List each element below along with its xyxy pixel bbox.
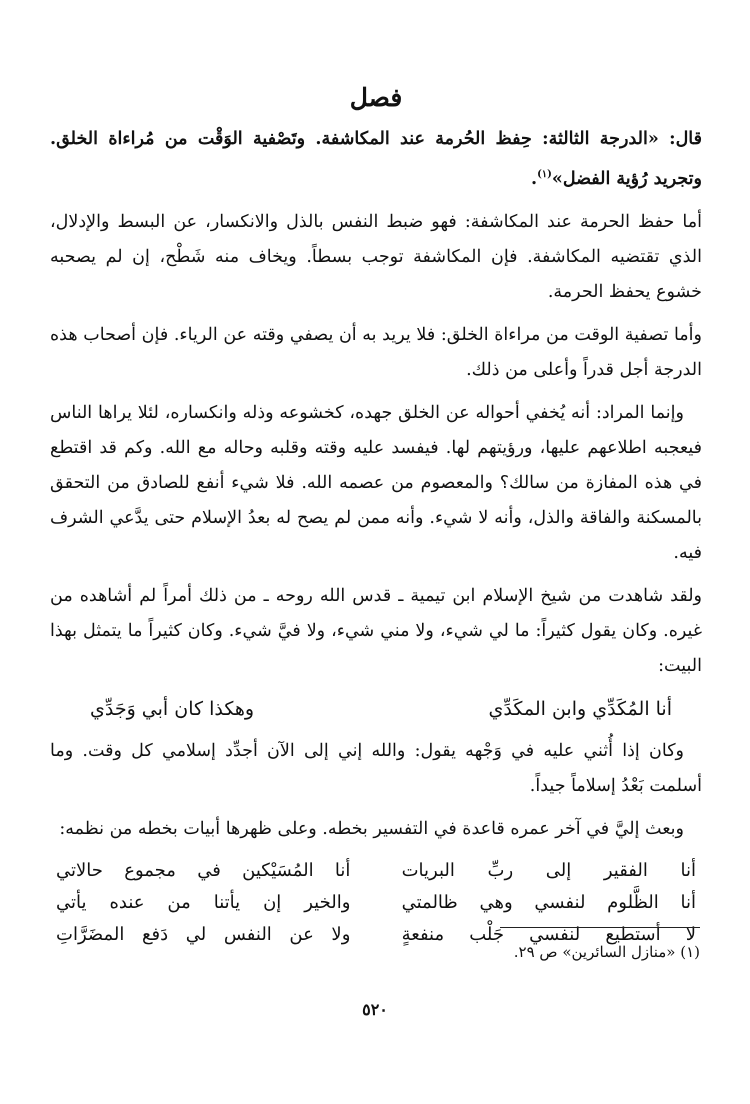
single-verse xyxy=(90,688,672,730)
quote-text: قال: «الدرجة الثالثة: حِفظ الحُرمة عند المكاشفة. وتَصْفية الوَقْت من مُراءاة الخلق. وتجريد رُؤية الفضل» xyxy=(50,129,702,189)
poem-left-hemistich: والخير إن يأتنا من عنده يأتي xyxy=(56,891,351,913)
poem-right-hemistich: أنا الفقير إلى ربِّ البريات xyxy=(401,859,696,881)
paragraph-5: وكان إذا أُثني عليه في وَجْهه يقول: والله إني إلى الآن أجدِّد إسلامي كل وقت. وما أسلمت بَعْدُ إسلاماً جيداً. xyxy=(50,740,702,796)
verse-left-hemistich: وهكذا كان أبي وَجَدِّي xyxy=(90,697,255,720)
paragraph-1: أما حفظ الحرمة عند المكاشفة: فهو ضبط النفس بالذل والانكسار، عن البسط والإدلال، الذي تقتضيه المكاشفة. فإن المكاشفة توجب بسطاً. ويخاف منه شَطْح، إن لم يصحبه خشوع يحفظ الحرمة. xyxy=(50,211,702,302)
quote-paragraph: قال: «الدرجة الثالثة: حِفظ الحُرمة عند المكاشفة. وتَصْفية الوَقْت من مُراءاة الخلق. وتجريد رُؤية الفضل»$^{(١)}$. xyxy=(50,129,702,189)
poem-verse xyxy=(56,855,696,887)
verse-right-hemistich: أنا المُكَدِّي وابن المكَدِّي xyxy=(488,697,672,720)
paragraph-6: وبعث إليَّ في آخر عمره قاعدة في التفسير بخطه. وعلى ظهرها أبيات بخطه من نظمه: xyxy=(59,818,684,839)
paragraph-4: ولقد شاهدت من شيخ الإسلام ابن تيمية ـ قدس الله روحه ـ من ذلك أمراً لم أشاهده من غيره. وكان يقول كثيراً: ما لي شيء، ولا مني شيء، ولا فيَّ شيء. وكان كثيراً ما يتمثل بهذا البيت: xyxy=(50,585,702,676)
page-body xyxy=(50,80,702,951)
poem-verse xyxy=(56,887,696,919)
poem-left-hemistich: ولا عن النفس لي دَفع المضَرَّاتِ xyxy=(56,923,351,945)
paragraph-3: وإنما المراد: أنه يُخفي أحواله عن الخلق جهده، كخشوعه وذله وانكساره، لئلا يراها الناس فيعجبه اطلاعهم عليها، ورؤيتهم لها. فيفسد عليه وقته وقلبه وحاله مع الله. وكم قد اقتطع في هذه المفازة من سالك؟ والمعصوم من عصمه الله. فلا شيء أنفع للصادق من التحقق بالمسكنة والفاقة والذل، وأنه لا شيء. وأنه ممن لم يصح له بعدُ الإسلام حتى يدَّعي الشرف فيه. xyxy=(50,402,702,563)
footnote-divider xyxy=(500,927,700,928)
page-number: ٥٢٠ xyxy=(362,1000,388,1019)
chapter-title: فصل xyxy=(349,83,403,112)
poem-right-hemistich: أنا الظَّلوم لنفسي وهي ظالمتي xyxy=(401,891,696,913)
poem xyxy=(56,855,696,951)
poem-right-hemistich: لا أستطيع لنفسي جَلْب منفعةٍ xyxy=(401,923,696,945)
paragraph-2: وأما تصفية الوقت من مراءاة الخلق: فلا يريد به أن يصفي وقته عن الرياء. فإن أصحاب هذه الدرجة أجل قدراً وأعلى من ذلك. xyxy=(50,324,702,380)
footnote-marker: (١) xyxy=(537,169,552,180)
poem-left-hemistich: أنا المُسَيْكين في مجموع حالاتي xyxy=(56,859,351,881)
footnote: (١) «منازل السائرين» ص ٢٩. xyxy=(513,943,700,961)
